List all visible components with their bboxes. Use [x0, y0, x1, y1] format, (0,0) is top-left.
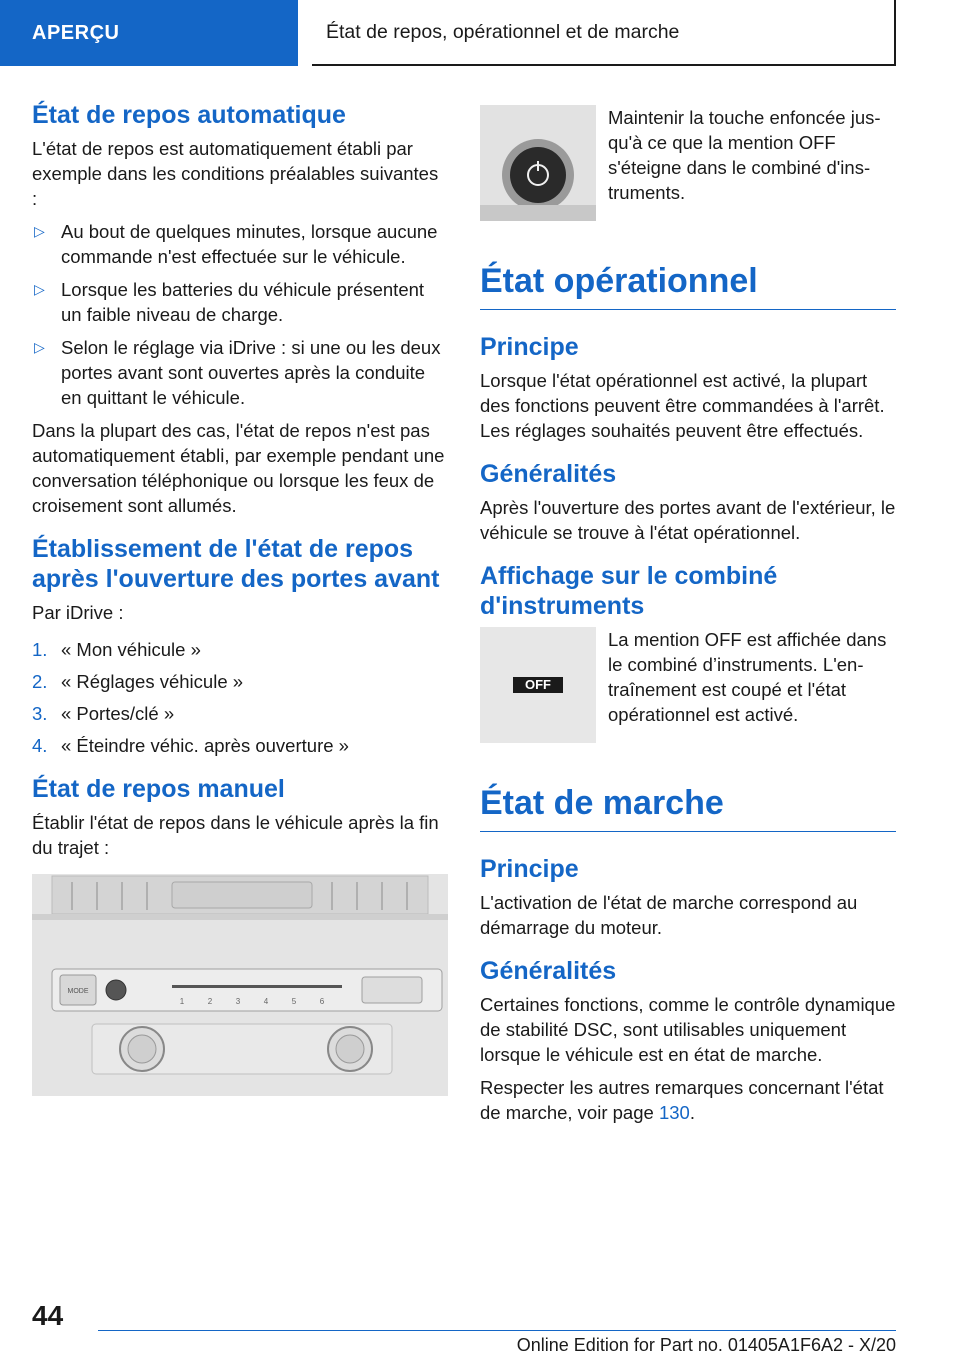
triangle-bullet-icon: ▷ — [34, 281, 45, 297]
svg-text:1: 1 — [179, 997, 185, 1006]
svg-text:5: 5 — [291, 997, 297, 1006]
footer-rule — [98, 1330, 896, 1331]
triangle-bullet-icon: ▷ — [34, 339, 45, 355]
heading-generalites-2: Généralités — [480, 957, 617, 985]
numbered-steps — [32, 637, 448, 758]
left-column — [32, 100, 448, 1101]
power-button — [106, 980, 126, 1000]
paragraph-idrive: Par iDrive : — [32, 602, 124, 623]
off-display-figure — [480, 627, 896, 743]
heading-repos-manuel: État de repos manuel — [32, 775, 285, 803]
svg-text:2: 2 — [207, 997, 213, 1006]
off-display-image — [480, 627, 596, 743]
page-number: 44 — [32, 1300, 64, 1331]
paragraph-generalites-2: Certaines fonctions, comme le contrôle dynamique de stabilité DSC, sont utilisables uniquement lorsque le véhicule est en état de marche. — [480, 994, 896, 1065]
bullet-list — [32, 219, 448, 410]
paragraph-generalites-1: Après l'ouverture des portes avant de l'extérieur, le véhicule se trouve à l'état opérationnel. — [480, 497, 896, 543]
page-header-title: État de repos, opérationnel et de marche — [312, 0, 896, 66]
paragraph-manuel: Établir l'état de repos dans le véhicule après la fin du trajet : — [32, 812, 439, 858]
list-item: 2. « Réglages véhicule » — [32, 671, 244, 692]
right-column — [480, 105, 896, 1133]
heading-principe-1: Principe — [480, 333, 579, 361]
paragraph-maintenir: Maintenir la touche enfoncée jusqu'à ce que la mention OFF s'éteigne dans le combiné d'instruments. — [608, 107, 881, 203]
power-button-image — [480, 105, 596, 221]
page-link[interactable]: 130 — [658, 1102, 690, 1123]
list-item: 4. « Éteindre véhic. après ouverture » — [32, 735, 349, 756]
heading-etat-marche: État de marche — [480, 783, 896, 832]
svg-text:6: 6 — [319, 997, 325, 1006]
power-button-figure — [480, 105, 896, 221]
console-mode-label: MODE — [67, 988, 89, 995]
section-tab: APERÇU — [0, 0, 298, 66]
edition-info: Online Edition for Part no. 01405A1F6A2 - X/20 — [516, 1335, 896, 1355]
heading-principe-2: Principe — [480, 855, 579, 883]
heading-etat-repos-auto: État de repos automatique — [32, 101, 346, 129]
heading-affichage: Affichage sur le combiné d'instruments — [480, 562, 778, 620]
paragraph-affichage: La mention OFF est affichée dans le combiné d’instruments. L'entraînement est coupé et l'état opérationnel est activé. — [608, 629, 887, 725]
list-item: 1. « Mon véhicule » — [32, 639, 201, 660]
svg-text:4: 4 — [263, 997, 269, 1006]
heading-generalites-1: Généralités — [480, 460, 617, 488]
list-item: ▷ Selon le réglage via iDrive : si une ou les deux portes avant sont ouvertes après la conduite en quittant le véhicule. — [34, 337, 441, 408]
triangle-bullet-icon: ▷ — [34, 223, 45, 239]
heading-etablissement: Établissement de l'état de repos après l'ouverture des portes avant — [32, 535, 440, 593]
svg-text:3: 3 — [235, 997, 241, 1006]
paragraph-respecter: Respecter les autres remarques concernant l'état de marche, voir page 130. — [480, 1077, 884, 1123]
center-console-image — [32, 874, 448, 1096]
off-indicator: OFF — [513, 677, 563, 693]
paragraph-principe-1: Lorsque l'état opérationnel est activé, la plupart des fonctions peuvent être commandées à l'arrêt. Les réglages souhaités peuvent être effectués. — [480, 370, 885, 441]
paragraph-principe-2: L'activation de l'état de marche correspond au démarrage du moteur. — [480, 892, 858, 938]
list-item: ▷ Au bout de quelques minutes, lorsque aucune commande n'est effectuée sur le véhicule. — [34, 221, 438, 267]
paragraph-auto: L'état de repos est automatiquement établi par exemple dans les conditions préalables suivantes : — [32, 138, 439, 209]
heading-etat-operationnel: État opérationnel — [480, 261, 896, 310]
list-item: ▷ Lorsque les batteries du véhicule présentent un faible niveau de charge. — [34, 279, 425, 325]
paragraph-plupart: Dans la plupart des cas, l'état de repos n'est pas automatiquement établi, par exemple pendant une conversation téléphonique ou lorsque les feux de croisement sont allumés. — [32, 420, 445, 516]
list-item: 3. « Portes/clé » — [32, 703, 175, 724]
